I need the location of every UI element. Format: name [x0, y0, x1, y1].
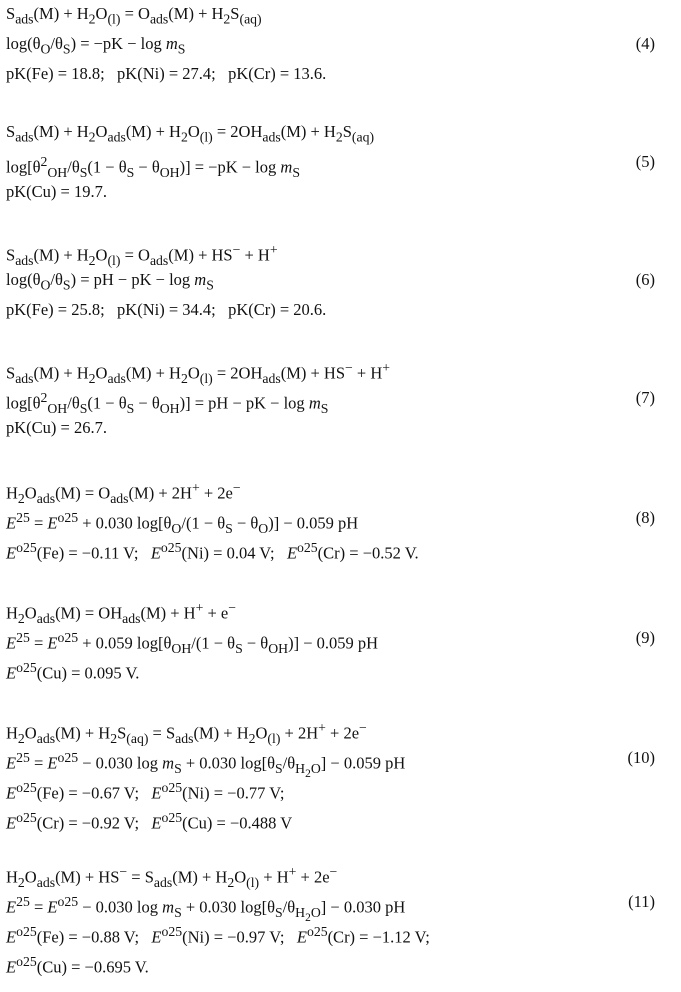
equation-block: [0, 4, 681, 94]
equation-number: (10): [627, 748, 655, 767]
equation-number: (6): [635, 270, 655, 289]
equation-number: (7): [635, 388, 655, 407]
equation-line: $S_{ads}(M) + H_2O_{(l)} = O_{ads}(M) + H_2S_{(aq)}$: [6, 4, 262, 27]
equation-line: $S_{ads}(M) + H_2O_{(l)} = O_{ads}(M) + HS^- + H^+$: [6, 242, 278, 268]
equation-line: $\log(\theta_O/\theta_S)$ = pH − pK − $\log m_S$: [6, 270, 214, 293]
equation-line: $E^{o25}(Fe) = -0.67$ V; $E^{o25}(Ni) = -0.77$ V;: [6, 780, 285, 803]
equation-line: $E^{o25}(Cr) = -0.92$ V; $E^{o25}(Cu) = -0.488$ V: [6, 810, 293, 833]
equation-number: (9): [635, 628, 655, 647]
equation-line: pK(Fe) = 25.8; pK(Ni) = 34.4; pK(Cr) = 20.6.: [6, 300, 327, 319]
equation-line: $H_2O_{ads}(M) + HS^- = S_{ads}(M) + H_2O_{(l)} + H^+ + 2e^-$: [6, 864, 338, 890]
equation-block: [0, 122, 681, 212]
equation-line: $\log[\theta^2_{OH}/\theta_S(1 - \theta_S - \theta_{OH})] = -pK - \log m_S$: [6, 154, 300, 180]
equation-line: $\log[\theta^2_{OH}/\theta_S(1 - \theta_S - \theta_{OH})]$ = pH − pK − $\log m_S$: [6, 390, 329, 416]
equation-line: $\log(\theta_O/\theta_S) = -pK - \log m_S$: [6, 34, 186, 57]
equation-line: pK(Fe) = 18.8; pK(Ni) = 27.4; pK(Cr) = 13.6.: [6, 64, 327, 83]
equation-line: $E^{o25}(Cu) = 0.095$ V.: [6, 660, 140, 683]
equation-number: (8): [635, 508, 655, 527]
equation-block: [0, 718, 681, 838]
equation-line: $E^{o25}(Fe) = -0.88$ V; $E^{o25}(Ni) = -0.97$ V; $E^{o25}(Cr) = -1.12$ V;: [6, 924, 430, 947]
equation-line: $H_2O_{ads}(M) + H_2S_{(aq)} = S_{ads}(M) + H_2O_{(l)} + 2H^+ + 2e^-$: [6, 720, 367, 746]
equation-line: $H_2O_{ads}(M) = O_{ads}(M) + 2H^+ + 2e^-$: [6, 480, 241, 506]
equation-block: [0, 478, 681, 568]
equation-number: (11): [628, 892, 655, 911]
equation-line: $E^{25} = E^{o25} + 0.059$ $\log[\theta_{OH}/(1 - \theta_S - \theta_{OH})] - 0.059$ pH: [6, 630, 379, 656]
equation-line: $E^{o25}(Cu) = -0.695$ V.: [6, 954, 149, 977]
equation-block: [0, 598, 681, 688]
equation-line: $E^{25} = E^{o25} - 0.030$ $\log m_S + 0.030$ $\log[\theta_S/\theta_{H_2O}] - 0.059$ pH: [6, 750, 406, 780]
equation-line: $H_2O_{ads}(M) = OH_{ads}(M) + H^+ + e^-$: [6, 600, 237, 626]
equation-number: (5): [635, 152, 655, 171]
equation-line: pK(Cu) = 19.7.: [6, 182, 107, 201]
equation-line: $E^{25} = E^{o25} + 0.030$ $\log[\theta_O/(1 - \theta_S - \theta_O)] - 0.059$ pH: [6, 510, 359, 536]
equation-line: $E^{25} = E^{o25} - 0.030$ $\log m_S + 0.030$ $\log[\theta_S/\theta_{H_2O}] - 0.030$ pH: [6, 894, 406, 924]
equation-number: (4): [635, 34, 655, 53]
equation-line: pK(Cu) = 26.7.: [6, 418, 107, 437]
equation-line: $S_{ads}(M) + H_2O_{ads}(M) + H_2O_{(l)} = 2OH_{ads}(M) + H_2S_{(aq)}$: [6, 122, 375, 145]
equation-line: $S_{ads}(M) + H_2O_{ads}(M) + H_2O_{(l)} = 2OH_{ads}(M) + HS^- + H^+$: [6, 360, 391, 386]
equation-block: [0, 358, 681, 448]
equation-block: [0, 240, 681, 330]
equation-line: $E^{o25}(Fe) = -0.11$ V; $E^{o25}(Ni) = 0.04$ V; $E^{o25}(Cr) = -0.52$ V.: [6, 540, 419, 563]
equation-block: [0, 862, 681, 982]
